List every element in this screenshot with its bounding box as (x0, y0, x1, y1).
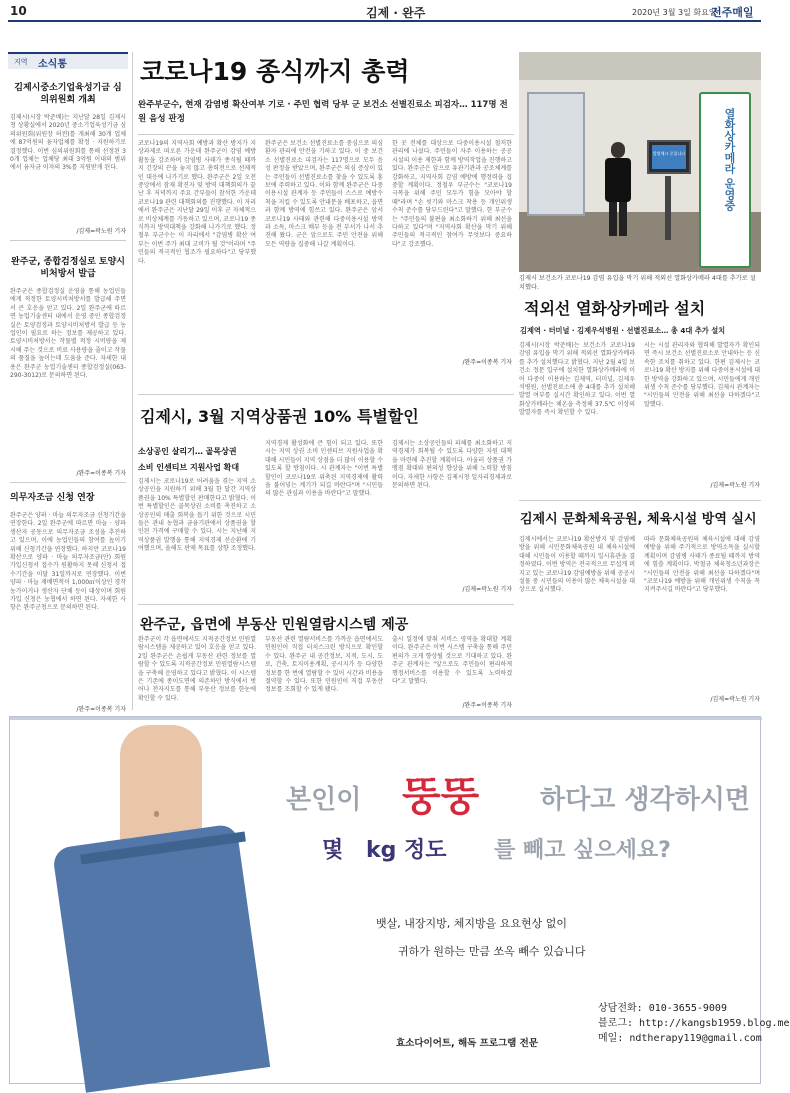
voucher-column-1: 김제시는 코로나19로 어려움을 겪는 지역 소상공인을 지원하기 위해 3월 한 달간 지역상품권을 10% 특별할인 판매한다고 밝혔다. 이번 특별할인은 골목상권 소비를 촉진하고 소상공인의 매출 회복을 돕기 위한 것으로 시민들은 관내 농협과 금융기관에서 상품권을 할인된 가격에 구매할 수 있다. 시는 지난해 지역상품권 발행을 통해 지역경제 선순환에 기여했으며, 올해도 판매 목표를 상향 조정했다. (138, 478, 256, 553)
photo-door (527, 92, 585, 216)
byline: /김제=곽노원 기자 (710, 482, 760, 489)
ad-line-2-b: kg 정도 (366, 838, 447, 863)
figure-navel (154, 811, 159, 817)
voucher-column-3: 김제시는 소상공인들의 피해를 최소화하고 지역경제가 회복될 수 있도록 다양한 지원 대책을 마련해 추진할 계획이다. 아울러 상품권 가맹점 확대와 편의성 향상을 위해 노력할 방침이다. 자세한 사항은 김제시청 일자리경제과로 문의하면 된다. (392, 440, 512, 490)
sidebar-headline: 김제시중소기업육성기금 심의위원회 개최 (14, 83, 122, 105)
sidebar-headline: 완주군, 종합검정실로 토양시비처방서 발급 (10, 257, 125, 279)
figure-torso (120, 725, 202, 845)
mail-link[interactable]: ndtherapy119@gmail.com (629, 1033, 762, 1044)
thermal-column-2: 시는 시설 관리자와 협력해 발열자가 확인되면 즉시 보건소 선별진료소로 안내하는 등 신속한 조치를 취하고 있다. 한편 김제시는 코로나19 확산 방지를 위해 다중이용시설에 대한 방역을 강화하고 있으며, 시민들에게 개인위생 수칙 준수를 당부했다. 김제시 관계자는 "시민들의 안전을 위해 최선을 다하겠다"고 말했다. (644, 342, 760, 408)
divider (138, 394, 514, 395)
phone-line (598, 1001, 790, 1016)
issue-date: 2020년 3월 3일 화요일 (632, 8, 717, 17)
divider (138, 604, 514, 605)
phone-number[interactable]: 010-3655-9009 (648, 1003, 727, 1014)
mail-line (598, 1031, 790, 1046)
lead-column-1: 코로나19의 지역사회 예방과 확산 방지가 지상과제로 떠오른 가운데 완주군이 감염 예방활동을 강조하며 감염병 사태가 종식될 때까지 긴장의 끈을 놓지 않고 총력전으로 선제적인 대응에 나가기로 했다. 완주군은 2일 오전 중앙에서 잠재 확진자 및 방역 대책회의가 끝난 후 저녁까지 주요 간부들이 참석한 가운데 코로나19 관련 대책회의를 진행했다. 이 자리에서 완주군은 지난달 29일 이후 군 자체적으로 비상체계를 가동하고 있으며, 코로나19 종식까지 방역대책을 강화해 나가기로 했다. 정철우 부군수는 이 자리에서 "감염병 확산 여부는 이번 주가 최대 고비가 될 것"이라며 "주민들의 적극적인 협조가 필요하다"고 당부했다. (138, 140, 256, 265)
person-leg (609, 202, 617, 236)
byline: /완주=이종복 기자 (76, 470, 126, 477)
byline: /김제=곽노원 기자 (462, 586, 512, 593)
byline: /완주=이종복 기자 (76, 706, 126, 713)
blog-label: 블로그: (598, 1018, 634, 1029)
monitor-stand (665, 176, 671, 240)
ad-brand: 효소다이어트, 해독 프로그램 전문 (396, 1038, 539, 1049)
person-leg (619, 202, 627, 236)
ad-line-1-prefix: 본인이 (286, 785, 362, 815)
sidebar-headline: 의무자조금 신청 연장 (10, 493, 95, 503)
ad-line-2-c: 를 빼고 싶으세요? (494, 838, 671, 863)
divider (10, 482, 126, 483)
sidebar-tag-title: 소식통 (38, 59, 67, 70)
sports-column-1: 김제시에서는 코로나19 확산방지 및 감염예방을 위해 시민문화체육공원 내 체육시설에 대해 시민들이 이용할 때까지 일시휴관을 결정하였다. 이번 방역은 전국적으로 무섭게 퍼지고 있는 코로나19 감염예방을 위해 공공시설물 중 시민들의 이용이 많은 체육시설을 대상으로 실시했다. (519, 536, 635, 594)
camera-monitor (647, 140, 691, 174)
person-body (605, 158, 631, 202)
page-number: 10 (10, 4, 27, 18)
thermal-headline: 적외선 열화상카메라 설치 (524, 299, 706, 318)
mail-label: 메일: (598, 1033, 624, 1044)
section-title: 김제 · 완주 (366, 6, 426, 20)
ad-line-1-suffix: 하다고 생각하시면 (540, 785, 750, 815)
ad-line-3: 뱃살, 내장지방, 체지방을 요요현상 없이 (376, 917, 567, 930)
ad-line-1-emphasis: 뚱뚱 (402, 774, 480, 820)
byline: /김제=곽노원 기자 (710, 696, 760, 703)
realestate-headline: 완주군, 읍면에 부동산 민원열람시스템 제공 (140, 617, 409, 633)
column-divider (132, 52, 133, 710)
lead-column-2: 완주군은 보건소 선별진료소를 중심으로 의심환자 관리에 만전을 기하고 있다. 이 중 보건소 선별진료소 피검자는 117명으로 모두 음성 판정을 받았으며, 완주군은 의심 증상이 있는 주민들이 선별진료소를 찾을 수 있도록 홍보에 주력하고 있다. 이와 함께 완주군은 다중이용시설 관계자 등 주민들이 스스로 예방수칙을 지킬 수 있도록 안내문을 배포하고, 읍면과 함께 방역에 힘쓰고 있다. 완주군은 앞서 코로나19 사태와 관련해 다중이용시설 방역과 소독, 마스크 배부 등을 전 부서가 나서 추진해 왔다. 군은 앞으로도 주민 안전을 위해 모든 역량을 집중해 나갈 계획이다. (265, 140, 383, 248)
sidebar-news-3 (10, 492, 126, 713)
ad-contact (598, 1001, 790, 1046)
figure-illustration (58, 725, 258, 1081)
standing-banner (699, 92, 751, 268)
photo-ceiling (519, 52, 761, 80)
realestate-column-2: 부동산 관련 열람서비스를 가까운 읍면에서도 민원인이 직접 터치스크린 방식으로 확인할 수 있다. 완주군 내 공간정보, 지적, 도시, 도로, 건축, 토지이용계획, 공시지가 등 다양한 정보를 한 번에 열람할 수 있어 시간과 비용을 절약할 수 있다. 또한 민원인이 직접 부동산 정보를 조회할 수 있게 됐다. (265, 636, 383, 694)
sidebar-tag (8, 52, 128, 69)
phone-label: 상담전화: (598, 1003, 643, 1014)
blog-link[interactable]: http://kangsb1959.blog.me (639, 1018, 790, 1029)
divider (10, 240, 126, 241)
ad-border (10, 717, 762, 720)
monitor-screen: 발열체크 중입니다 (652, 145, 686, 169)
realestate-column-3: 출시 일정에 맞춰 서비스 영역을 확대할 계획이다. 완주군은 이번 시스템 구축을 통해 주민 편의가 크게 향상될 것으로 기대하고 있다. 완주군 관계자는 "앞으로도 주민들이 편리하게 행정서비스를 이용할 수 있도록 노력하겠다"고 말했다. (392, 636, 512, 686)
byline: /완주=이종복 기자 (462, 359, 512, 366)
lead-headline: 코로나19 종식까지 총력 (140, 57, 410, 86)
lead-subhead: 완주부군수, 현재 감염병 확산여부 기로 · 주민 협력 당부 군 보건소 선별진료소 피검자… 117명 전원 음성 판정 (138, 100, 508, 124)
thermal-column-1: 김제시(시장 박준배)는 보건소가 코로나19 감염 유입을 막기 위해 적외선 열화상카메라를 추가 설치했다고 밝혔다. 지난 2월 4일 보건소 정문 입구에 설치한 열화상카메라에 이어 다중이 이용하는 김제역, 터미널, 김제우석병원, 선별진료소에 총 4대를 추가 설치해 발열 여부를 실시간 확인하고 있다. 이번 열화상카메라는 체온을 측정해 37.5℃ 이상의 발열자를 즉시 확인할 수 있다. (519, 342, 635, 417)
page-header (8, 2, 761, 22)
divider (519, 500, 761, 501)
blog-line (598, 1016, 790, 1031)
ad-line-2-a: 몇 (322, 838, 344, 863)
person-head (611, 142, 625, 158)
news-photo (519, 52, 761, 272)
sidebar-news-1 (10, 82, 126, 235)
ad-line-4: 귀하가 원하는 만큼 쏘옥 빼수 있습니다 (398, 945, 586, 958)
photo-caption: 김제시 보건소가 코로나19 감염 유입을 막기 위해 적외선 열화상카메라 4대를 추가로 설치했다. (519, 275, 756, 291)
voucher-sub2: 소비 인센티브 지원사업 확대 (138, 463, 240, 472)
thermal-subhead: 김제역 · 터미널 · 김제우석병원 · 선별진료소… 총 4대 추가 설치 (520, 326, 726, 335)
byline: /김제=곽노원 기자 (76, 228, 126, 235)
sidebar-body: 완주군은 양파 · 마늘 의무자조금 신청기간을 연장한다. 2일 완주군에 따르면 마늘 · 양파 생산자 공동으로 의무자조금 조성을 추진하고 있으며, 이에 농업인들의 참여를 높이기 위해 신청기간을 연장했다. 하지만 코로나19 확산으로 양파 · 마늘 의무자조금(안) 회원 가입신청서 접수가 원활하지 못해 신청서 접수기간을 이달 31일까지로 연장했다. 이번 양파 · 마늘 재배면적이 1,000㎡이상인 경작농가이거나 생산자 단체 등이 대상이며 회원 가입 신청은 농협에서 하면 된다. 자세한 사항은 완주군청으로 문의하면 된다. (10, 512, 126, 612)
photo-person (601, 142, 635, 238)
sidebar-tag-label: 지역 (14, 58, 28, 66)
banner-text: 열화상카메라 운영중 (723, 108, 736, 211)
divider (138, 134, 514, 135)
sports-column-2: 따라 문화체육공원의 체육시설에 대해 감염예방을 위해 주기적으로 방역소독을 실시할 계획이며 감염병 사태가 종료될 때까지 방역에 힘쓸 계획이다. 박철규 체육청소년과장은 "시민들의 안전을 위해 최선을 다하겠다"며 "코로나19 예방을 위해 개인위생 수칙을 꼭 지켜주시길 바란다"고 당부했다. (644, 536, 760, 594)
voucher-column-2: 지역경제 활성화에 큰 힘이 되고 있다. 또한 시는 지역 상권 소비 인센티브 지원사업을 확대해 시민들이 지역 상점을 더 많이 이용할 수 있도록 할 방침이다. 시 관계자는 "이번 특별할인이 코로나19로 위축된 지역경제에 활력을 불어넣는 계기가 되길 바란다"며 "시민들의 많은 관심과 이용을 바란다"고 말했다. (265, 440, 383, 498)
voucher-sub1: 소상공인 살리기… 골목상권 (138, 447, 237, 456)
byline: /완주=이종복 기자 (462, 702, 512, 709)
sports-headline: 김제시 문화체육공원, 체육시설 방역 실시 (520, 512, 757, 527)
diet-advertisement (9, 716, 790, 1084)
newspaper-brand: 전주매일 (711, 6, 754, 19)
realestate-column-1: 완주군이 각 읍면에서도 지적공간정보 민원열람시스템을 제공하고 있어 호응을 얻고 있다. 2일 완주군은 손쉽게 부동산 관련 정보를 열람할 수 있도록 지적공간정보 민원열람시스템을 구축해 운영하고 있다고 밝혔다. 이 시스템은 기존에 종이도면에 의존하던 방식에서 벗어나 전자지도를 통해 부동산 정보를 한눈에 확인할 수 있다. (138, 636, 256, 702)
sidebar-news-2 (10, 256, 126, 477)
voucher-headline: 김제시, 3월 지역상품권 10% 특별할인 (140, 407, 419, 426)
lead-column-3: 한 곳 전체를 대상으로 다중이용시설 철저한 관리에 나섰다. 주민들이 자주 이용하는 공공시설의 이용 제한과 함께 방역작업을 진행하고 있다. 완주군은 앞으로 유관기관과 공조체계를 강화하고, 지역사회 감염 예방에 행정력을 집중할 계획이다. 정철우 부군수는 "코로나19 극복을 위해 주민 모두가 힘을 모아야 할 때"라며 "손 씻기와 마스크 착용 등 개인위생 수칙 준수를 당부드린다"고 말했다. 한 부군수는 "주민들의 불편을 최소화하기 위해 최선을 다하고 있다"며 "지역사회 확산을 막기 위해 주민들의 적극적인 참여가 무엇보다 중요하다"고 강조했다. (392, 140, 512, 248)
sidebar-body: 김제시(시장 박준배)는 지난달 28일 김제시청 상황실에서 2020년 중소기업육성기금 심의위원회(위원장 허전)를 개최해 30개 업체에 87억원의 융자업체를 확정 · 지원하기로 결정했다. 이번 심의위원회를 통해 선정된 30개 업체는 업체당 최대 3억원 이내의 범위에서 융자금 이자의 3%를 지원받게 된다. (10, 114, 126, 172)
sidebar-body: 완주군은 종합검정실 운영을 통해 농업인들에게 적정한 토양시비처방서를 발급해 주면서 큰 호응을 얻고 있다. 2일 완주군에 따르면 농업기술센터 내에서 운영 중인 종합검정실은 토양검정과 토양시비처방서 발급 등 농업인이 필요로 하는 정보를 제공하고 있다. 토양시비처방서는 작물별 적정 시비량을 제시해 주는 것으로 비료 사용량을 줄이고 작물의 품질을 높이는데 도움을 준다. 자세한 내용은 완주군 농업기술센터 종합검정실(063-290-3012)로 문의하면 된다. (10, 288, 126, 380)
